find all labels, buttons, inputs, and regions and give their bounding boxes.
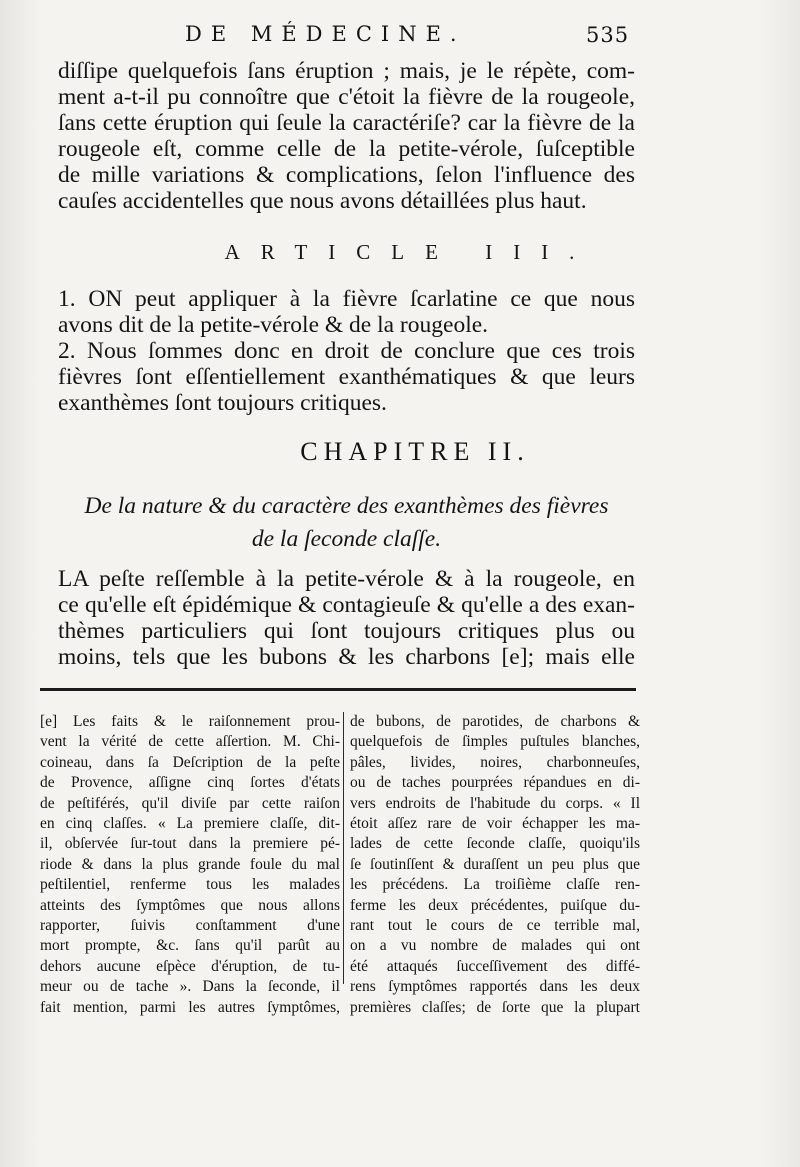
text-line: 1. ON peut appliquer à la fièvre ſcarlatine ce que nous bbox=[58, 286, 635, 312]
footnote-line: de bubons, de parotides, de charbons & bbox=[350, 713, 640, 730]
subtitle-line: De la nature & du caractère des exanthèmes des fièvres bbox=[84, 493, 609, 519]
text-line: ment a-t-il pu connoître que c'étoit la fièvre de la rougeole, bbox=[58, 84, 635, 110]
running-head bbox=[0, 22, 800, 52]
footnote-separator-rule bbox=[40, 688, 636, 691]
footnote-line: vent la vérité de cette aſſertion. M. Chi- bbox=[40, 733, 340, 751]
footnote-column-divider bbox=[343, 712, 344, 984]
footnote-line: quelquefois de ſimples puſtules blanches, bbox=[350, 733, 640, 751]
footnote-line: ſe ſoutinſſent & duraſſent un peu plus que bbox=[350, 855, 640, 873]
footnote-line: pâles, livides, noires, charbonneuſes, bbox=[350, 753, 640, 771]
footnote-line: de peſtiférés, qu'il diviſe par cette raiſon bbox=[40, 794, 340, 812]
text-line: 2. Nous ſommes donc en droit de conclure que ces trois bbox=[58, 338, 635, 364]
footnote-line: mort prompte, &c. ſans qu'il parût au bbox=[40, 937, 340, 955]
footnote-line: été attaqués ſucceſſivement des diffé- bbox=[350, 957, 640, 975]
text-line: thèmes particuliers qui ſont toujours critiques plus ou bbox=[58, 618, 635, 644]
footnote-line: rant tout le cours de ce terrible mal, bbox=[350, 917, 640, 935]
paragraph-continuation bbox=[58, 58, 635, 214]
chapter-heading: CHAPITRE II. bbox=[300, 437, 530, 466]
footnote-line: ferme les deux précédentes, puiſque du- bbox=[350, 896, 640, 914]
footnote-line: premières claſſes; de ſorte que la plupart bbox=[350, 998, 640, 1016]
footnote-line: rapporter, ſuivis conſtamment d'une bbox=[40, 917, 340, 935]
footnote-line: dehors aucune eſpèce d'éruption, de tu- bbox=[40, 957, 340, 975]
text-line: rougeole eſt, comme celle de la petite-vérole, ſuſceptible bbox=[58, 136, 635, 162]
footnote-line: on a vu nombre de malades qui ont bbox=[350, 937, 640, 955]
text-line: ſans cette éruption qui ſeule la caractériſe? car la fièvre de la bbox=[58, 110, 635, 136]
text-line: fièvres ſont eſſentiellement exanthématiques & que leurs bbox=[58, 364, 635, 390]
subtitle-line: de la ſeconde claſſe. bbox=[251, 526, 442, 552]
text-line: cauſes accidentelles que nous avons détaillées plus haut. bbox=[58, 188, 587, 214]
text-line: moins, tels que les bubons & les charbons [e]; mais elle bbox=[58, 644, 635, 670]
running-head-title: DE MÉDECINE. bbox=[185, 22, 466, 46]
footnote-line: de Provence, aſſigne cinq ſortes d'états bbox=[40, 774, 340, 792]
footnote-line: meur ou de tache ». Dans la ſeconde, il bbox=[40, 978, 340, 996]
footnote-line: ou de taches pourprées répandues en di- bbox=[350, 774, 640, 792]
footnote-line: rens ſymptômes rapportés dans les deux bbox=[350, 978, 640, 996]
footnote-line: [e] Les faits & le raiſonnement prou- bbox=[40, 713, 340, 730]
footnote-line: lades de cette ſeconde claſſe, quoiqu'ils bbox=[350, 835, 640, 853]
footnote-line: riode & dans la plus grande foule du mal bbox=[40, 855, 340, 873]
footnote-line: vers endroits de l'habitude du corps. « Il bbox=[350, 794, 640, 812]
text-line: diſſipe quelquefois ſans éruption ; mais, je le répète, com- bbox=[58, 58, 635, 84]
paragraph-plague bbox=[58, 566, 635, 670]
footnote-column-right bbox=[350, 712, 640, 1018]
footnote-line: coineau, dans ſa Deſcription de la peſte bbox=[40, 753, 340, 771]
article-items bbox=[58, 286, 635, 416]
text-line: exanthèmes ſont toujours critiques. bbox=[58, 390, 387, 416]
chapter-subtitle bbox=[58, 490, 635, 556]
footnote-line: fait mention, parmi les autres ſymptômes, bbox=[40, 998, 340, 1016]
text-line: ce qu'elle eſt épidémique & contagieuſe & qu'elle a des exan- bbox=[58, 592, 635, 618]
footnote-line: les précédens. La troiſième claſſe ren- bbox=[350, 876, 640, 894]
footnote-line: atteints des ſymptômes que nous allons bbox=[40, 896, 340, 914]
text-line: LA peſte reſſemble à la petite-vérole & à la rougeole, en bbox=[58, 566, 635, 592]
text-line: de mille variations & complications, ſelon l'influence des bbox=[58, 162, 635, 188]
footnote-column-left bbox=[40, 712, 340, 1018]
footnote-line: étoit aſſez rare de voir échapper les ma- bbox=[350, 815, 640, 833]
text-line: avons dit de la petite-vérole & de la rougeole. bbox=[58, 312, 489, 338]
footnote-line: peſtilentiel, renferme tous les malades bbox=[40, 876, 340, 894]
footnote-line: il, obſervée ſur-tout dans la premiere pé- bbox=[40, 835, 340, 853]
footnote-line: en cinq claſſes. « La premiere claſſe, dit- bbox=[40, 815, 340, 833]
article-heading: ARTICLE III. bbox=[224, 240, 596, 264]
page-number: 535 bbox=[586, 23, 630, 47]
